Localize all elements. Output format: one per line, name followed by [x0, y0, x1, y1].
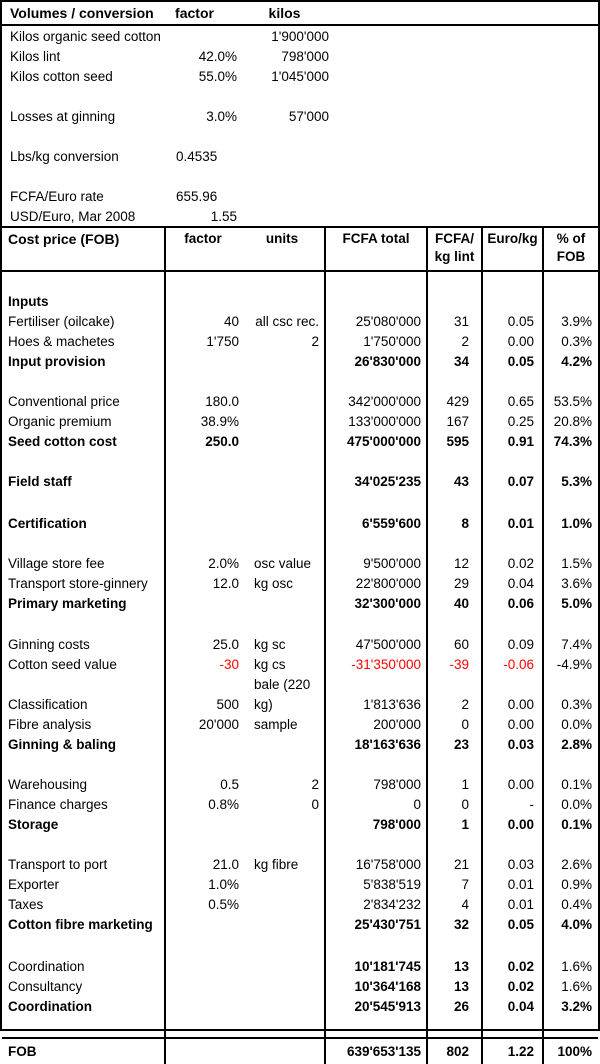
fcfa-total-cell: 798'000: [325, 775, 427, 795]
fcfa-total-cell: 342'000'000: [325, 392, 427, 412]
cost-header-fcfa-total: FCFA total: [325, 227, 427, 271]
spacer-row: [2, 492, 598, 514]
spacer-row: [2, 935, 598, 957]
table-row: [2, 815, 598, 835]
spacer-row: [2, 755, 598, 775]
units-cell: 0: [240, 795, 325, 815]
fcfa-total-cell: 798'000: [325, 815, 427, 835]
label-cell: Classification: [2, 695, 165, 715]
pct-of-fob-cell: 53.5%: [553, 394, 592, 409]
factor-cell: 500: [216, 697, 239, 712]
label-cell: [2, 675, 165, 695]
fcfa-per-kg-cell: 40: [427, 594, 482, 614]
factor-cell: 2.0%: [208, 556, 239, 571]
euro-per-kg-cell: [482, 292, 543, 312]
label-cell: Kilos organic seed cotton: [10, 28, 161, 44]
pct-of-fob-cell: 0.1%: [561, 817, 592, 832]
label-cell: Ginning & baling: [2, 735, 165, 755]
pct-of-fob-cell: 0.9%: [561, 877, 592, 892]
cost-header-pct-of-fob: % of FOB: [543, 227, 598, 271]
table-row: [2, 352, 598, 372]
label-cell: Taxes: [2, 895, 165, 915]
fcfa-per-kg-cell: [427, 292, 482, 312]
fcfa-per-kg-cell: 29: [427, 574, 482, 594]
units-cell: kg fibre: [240, 855, 325, 875]
factor-cell: 655.96: [176, 188, 218, 204]
label-cell: Losses at ginning: [10, 108, 116, 124]
pct-of-fob-cell: 2.8%: [561, 737, 592, 752]
fcfa-total-cell: 2'834'232: [325, 895, 427, 915]
label-cell: Coordination: [2, 957, 165, 977]
factor-cell: 42.0%: [198, 48, 237, 64]
units-cell: [240, 997, 325, 1017]
units-cell: all csc rec.: [240, 312, 325, 332]
euro-per-kg-cell: 0.65: [482, 392, 543, 412]
fcfa-total-cell: 6'559'600: [325, 514, 427, 534]
label-cell: FOB: [2, 1038, 165, 1064]
fcfa-per-kg-cell: 60: [427, 635, 482, 655]
fcfa-per-kg-cell: 23: [427, 735, 482, 755]
label-cell: Cotton fibre marketing: [2, 915, 165, 935]
table-row: [2, 554, 598, 574]
pct-of-fob-cell: 3.6%: [561, 576, 592, 591]
euro-per-kg-cell: 0.04: [482, 997, 543, 1017]
units-cell: kg cs: [240, 655, 325, 675]
factor-cell: 1.0%: [208, 877, 239, 892]
label-cell: Coordination: [2, 997, 165, 1017]
euro-per-kg-cell: 0.91: [482, 432, 543, 452]
factor-cell: [165, 977, 240, 997]
label-cell: Consultancy: [2, 977, 165, 997]
fcfa-total-cell: 32'300'000: [325, 594, 427, 614]
label-cell: Kilos cotton seed: [10, 68, 113, 84]
label-cell: FCFA/Euro rate: [10, 188, 104, 204]
euro-per-kg-cell: 0.00: [482, 715, 543, 735]
label-cell: Ginning costs: [2, 635, 165, 655]
fcfa-total-cell: 22'800'000: [325, 574, 427, 594]
table-row: [2, 775, 598, 795]
spacer-row: [2, 126, 598, 146]
pct-of-fob-cell: 0.3%: [561, 697, 592, 712]
table-row: [2, 635, 598, 655]
factor-cell: 3.0%: [206, 108, 237, 124]
volumes-header-factor: factor: [152, 2, 237, 25]
euro-per-kg-cell: 1.22: [482, 1038, 543, 1064]
fcfa-total-cell: 5'838'519: [325, 875, 427, 895]
table-row: [2, 855, 598, 875]
euro-per-kg-cell: 0.00: [482, 332, 543, 352]
label-cell: Inputs: [2, 292, 165, 312]
table-row: [2, 795, 598, 815]
spacer-row: [2, 372, 598, 392]
units-cell: osc value: [240, 554, 325, 574]
euro-per-kg-cell: 0.01: [482, 895, 543, 915]
fcfa-total-cell: 25'080'000: [325, 312, 427, 332]
euro-per-kg-cell: 0.03: [482, 855, 543, 875]
volumes-header-kilos: kilos: [237, 2, 332, 25]
units-cell: [240, 292, 325, 312]
fcfa-per-kg-cell: 13: [427, 957, 482, 977]
euro-per-kg-cell: -: [482, 795, 543, 815]
fcfa-per-kg-cell: 12: [427, 554, 482, 574]
cost-header-euro-per-kg: Euro/kg: [482, 227, 543, 271]
table-row: [2, 957, 598, 977]
fcfa-total-cell: 34'025'235: [325, 472, 427, 492]
pct-of-fob-cell: 5.3%: [561, 474, 592, 489]
spacer-row: [2, 614, 598, 635]
fcfa-per-kg-cell: 167: [427, 412, 482, 432]
units-cell: 2: [240, 332, 325, 352]
euro-per-kg-cell: 0.02: [482, 554, 543, 574]
label-cell: Exporter: [2, 875, 165, 895]
fcfa-total-cell: 10'364'168: [325, 977, 427, 997]
factor-cell: [165, 997, 240, 1017]
spacer-row: [2, 835, 598, 855]
units-cell: [240, 735, 325, 755]
factor-cell: [165, 815, 240, 835]
table-row: [2, 514, 598, 534]
factor-cell: [152, 25, 237, 46]
pct-of-fob-cell: 3.2%: [561, 999, 592, 1014]
table-row: [2, 675, 598, 695]
units-cell: kg sc: [240, 635, 325, 655]
fcfa-per-kg-cell: 43: [427, 472, 482, 492]
factor-cell: [165, 514, 240, 534]
factor-cell: 55.0%: [198, 68, 237, 84]
fcfa-total-cell: 639'653'135: [325, 1038, 427, 1064]
label-cell: Cotton seed value: [2, 655, 165, 675]
label-cell: Lbs/kg conversion: [10, 148, 119, 164]
table-row: [2, 574, 598, 594]
pct-of-fob-cell: 2.6%: [561, 857, 592, 872]
euro-per-kg-cell: 0.09: [482, 635, 543, 655]
euro-per-kg-cell: 0.00: [482, 695, 543, 715]
fcfa-per-kg-cell: 32: [427, 915, 482, 935]
fcfa-total-cell: 1'750'000: [325, 332, 427, 352]
table-row: [2, 25, 598, 46]
fcfa-total-cell: 0: [325, 795, 427, 815]
units-cell: [240, 875, 325, 895]
euro-per-kg-cell: 0.00: [482, 815, 543, 835]
pct-of-fob-cell: 0.3%: [561, 334, 592, 349]
table-row: [2, 655, 598, 675]
euro-per-kg-cell: 0.05: [482, 915, 543, 935]
pct-of-fob-cell: 100%: [543, 1038, 598, 1064]
fcfa-total-cell: 10'181'745: [325, 957, 427, 977]
pct-of-fob-cell: 0.1%: [561, 777, 592, 792]
fcfa-per-kg-cell: 34: [427, 352, 482, 372]
kilos-cell: [237, 146, 332, 166]
table-row: [2, 432, 598, 452]
factor-cell: 1.55: [210, 208, 237, 224]
fcfa-per-kg-cell: 21: [427, 855, 482, 875]
units-cell: [240, 977, 325, 997]
label-cell: Fertiliser (oilcake): [2, 312, 165, 332]
cost-header-title: Cost price (FOB): [2, 227, 165, 271]
kilos-cell: 798'000: [281, 48, 329, 64]
units-cell: [240, 392, 325, 412]
fcfa-total-cell: -31'350'000: [325, 655, 427, 675]
fcfa-per-kg-cell: 8: [427, 514, 482, 534]
units-cell: [240, 895, 325, 915]
factor-cell: 180.0: [205, 394, 239, 409]
table-row: [2, 292, 598, 312]
fcfa-per-kg-cell: 1: [427, 775, 482, 795]
pct-of-fob-cell: 20.8%: [553, 414, 592, 429]
fcfa-per-kg-cell: 2: [427, 332, 482, 352]
units-cell: kg osc: [240, 574, 325, 594]
factor-cell: [165, 675, 240, 695]
fcfa-total-cell: 18'163'636: [325, 735, 427, 755]
factor-cell: 0.4535: [176, 148, 218, 164]
fcfa-per-kg-cell: 0: [427, 795, 482, 815]
label-cell: Kilos lint: [10, 48, 61, 64]
pct-of-fob-cell: 5.0%: [561, 596, 592, 611]
euro-per-kg-cell: 0.06: [482, 594, 543, 614]
units-cell: kg): [240, 695, 325, 715]
label-cell: Input provision: [2, 352, 165, 372]
euro-per-kg-cell: 0.00: [482, 775, 543, 795]
fcfa-per-kg-cell: 2: [427, 695, 482, 715]
fcfa-per-kg-cell: 13: [427, 977, 482, 997]
table-row: [2, 106, 598, 126]
factor-cell: 12.0: [212, 576, 239, 591]
label-cell: USD/Euro, Mar 2008: [10, 208, 136, 224]
euro-per-kg-cell: -0.06: [482, 655, 543, 675]
table-row: [2, 186, 598, 206]
volumes-header-row: [2, 2, 598, 25]
euro-per-kg-cell: 0.03: [482, 735, 543, 755]
factor-cell: 250.0: [205, 434, 239, 449]
units-cell: [240, 412, 325, 432]
fcfa-total-cell: 26'830'000: [325, 352, 427, 372]
fcfa-total-cell: 25'430'751: [325, 915, 427, 935]
factor-cell: 0.8%: [208, 797, 239, 812]
fcfa-per-kg-cell: 802: [427, 1038, 482, 1064]
euro-per-kg-cell: 0.04: [482, 574, 543, 594]
label-cell: Storage: [2, 815, 165, 835]
fcfa-per-kg-cell: 7: [427, 875, 482, 895]
label-cell: Finance charges: [2, 795, 165, 815]
euro-per-kg-cell: 0.07: [482, 472, 543, 492]
pct-of-fob-cell: 74.3%: [553, 434, 592, 449]
euro-per-kg-cell: 0.02: [482, 957, 543, 977]
cost-header-units: units: [240, 227, 325, 271]
pct-of-fob-cell: 3.9%: [561, 314, 592, 329]
label-cell: Village store fee: [2, 554, 165, 574]
fcfa-total-cell: 1'813'636: [325, 695, 427, 715]
label-cell: Primary marketing: [2, 594, 165, 614]
table-row: [2, 875, 598, 895]
table-row: [2, 412, 598, 432]
spacer-row: [2, 86, 598, 106]
label-cell: Certification: [2, 514, 165, 534]
table-row: [2, 206, 598, 226]
cost-header-fcfa-per-kg: FCFA/ kg lint: [427, 227, 482, 271]
kilos-cell: 57'000: [288, 108, 329, 124]
factor-cell: 1'750: [206, 334, 239, 349]
volumes-conversion-table: [2, 2, 598, 226]
units-cell: [240, 815, 325, 835]
fcfa-per-kg-cell: 31: [427, 312, 482, 332]
label-cell: Hoes & machetes: [2, 332, 165, 352]
table-row: [2, 332, 598, 352]
factor-cell: 0.5%: [208, 897, 239, 912]
factor-cell: 0.5: [220, 777, 239, 792]
fcfa-total-cell: [325, 292, 427, 312]
pct-of-fob-cell: -4.9%: [556, 657, 592, 672]
label-cell: Transport store-ginnery: [2, 574, 165, 594]
factor-cell: [165, 594, 240, 614]
table-row: [2, 146, 598, 166]
table-row: [2, 915, 598, 935]
cost-header-factor: factor: [165, 227, 240, 271]
table-row: [2, 594, 598, 614]
table-row: [2, 472, 598, 492]
euro-per-kg-cell: 0.02: [482, 977, 543, 997]
pct-of-fob-cell: 0.4%: [561, 897, 592, 912]
fcfa-per-kg-cell: 4: [427, 895, 482, 915]
spacer-row: [2, 534, 598, 554]
factor-cell: 21.0: [212, 857, 239, 872]
factor-cell: [165, 915, 240, 935]
factor-cell: [165, 352, 240, 372]
units-cell: [240, 957, 325, 977]
units-cell: 2: [240, 775, 325, 795]
table-row: [2, 997, 598, 1017]
fcfa-total-cell: 9'500'000: [325, 554, 427, 574]
pct-of-fob-cell: 1.0%: [561, 516, 592, 531]
spacer-row: [2, 271, 598, 292]
table-row: [2, 895, 598, 915]
table-row: [2, 977, 598, 997]
label-cell: Transport to port: [2, 855, 165, 875]
table-row: [2, 312, 598, 332]
cost-header-row: [2, 227, 598, 271]
euro-per-kg-cell: 0.05: [482, 352, 543, 372]
table-row: [2, 715, 598, 735]
label-cell: Field staff: [2, 472, 165, 492]
kilos-cell: [237, 206, 332, 226]
label-cell: Warehousing: [2, 775, 165, 795]
fcfa-per-kg-cell: 26: [427, 997, 482, 1017]
units-cell: [240, 915, 325, 935]
spacer-row: [2, 452, 598, 472]
pct-of-fob-cell: 4.2%: [561, 354, 592, 369]
label-cell: Conventional price: [2, 392, 165, 412]
units-cell: [240, 352, 325, 372]
units-cell: [240, 514, 325, 534]
units-cell: [240, 432, 325, 452]
fcfa-total-cell: 200'000: [325, 715, 427, 735]
fcfa-total-cell: 475'000'000: [325, 432, 427, 452]
factor-cell: [165, 292, 240, 312]
fcfa-per-kg-cell: [427, 675, 482, 695]
fcfa-per-kg-cell: 0: [427, 715, 482, 735]
factor-cell: 38.9%: [200, 414, 239, 429]
fcfa-per-kg-cell: 429: [427, 392, 482, 412]
table-row: [2, 695, 598, 715]
fcfa-total-cell: 16'758'000: [325, 855, 427, 875]
units-cell: sample: [240, 715, 325, 735]
label-cell: Organic premium: [2, 412, 165, 432]
fcfa-per-kg-cell: 595: [427, 432, 482, 452]
pct-of-fob-cell: 1.6%: [561, 979, 592, 994]
factor-cell: [165, 735, 240, 755]
factor-cell: [165, 957, 240, 977]
factor-cell: 40: [223, 314, 239, 329]
table-row: [2, 392, 598, 412]
factor-cell: 20'000: [198, 717, 239, 732]
fcfa-total-cell: 133'000'000: [325, 412, 427, 432]
units-cell: [240, 594, 325, 614]
pct-of-fob-cell: 0.0%: [561, 717, 592, 732]
euro-per-kg-cell: 0.05: [482, 312, 543, 332]
spacer-row: [2, 1017, 598, 1038]
spacer-row: [2, 166, 598, 186]
euro-per-kg-cell: [482, 675, 543, 695]
label-cell: Seed cotton cost: [2, 432, 165, 452]
pct-of-fob-cell: 1.5%: [561, 556, 592, 571]
fcfa-per-kg-cell: -39: [427, 655, 482, 675]
kilos-cell: [237, 186, 332, 206]
label-cell: Fibre analysis: [2, 715, 165, 735]
fcfa-total-cell: [325, 675, 427, 695]
pct-of-fob-cell: 0.0%: [561, 797, 592, 812]
kilos-cell: 1'900'000: [271, 28, 329, 44]
euro-per-kg-cell: 0.01: [482, 514, 543, 534]
fob-total-row: [2, 1038, 598, 1064]
pct-of-fob-cell: 4.0%: [561, 917, 592, 932]
factor-cell: -30: [219, 657, 239, 672]
fcfa-total-cell: 20'545'913: [325, 997, 427, 1017]
pct-of-fob-cell: [543, 675, 598, 695]
pct-of-fob-cell: 1.6%: [561, 959, 592, 974]
pct-of-fob-cell: [543, 292, 598, 312]
table-row: [2, 46, 598, 66]
euro-per-kg-cell: 0.25: [482, 412, 543, 432]
fcfa-per-kg-cell: 1: [427, 815, 482, 835]
fcfa-total-cell: 47'500'000: [325, 635, 427, 655]
table-row: [2, 66, 598, 86]
volumes-header-title: Volumes / conversion: [2, 2, 152, 25]
factor-cell: [165, 472, 240, 492]
units-cell: [240, 472, 325, 492]
cost-price-table: [2, 226, 598, 1064]
factor-cell: 25.0: [212, 637, 239, 652]
units-cell: bale (220: [240, 675, 325, 695]
pct-of-fob-cell: 7.4%: [561, 637, 592, 652]
euro-per-kg-cell: 0.01: [482, 875, 543, 895]
kilos-cell: 1'045'000: [271, 68, 329, 84]
table-row: [2, 735, 598, 755]
